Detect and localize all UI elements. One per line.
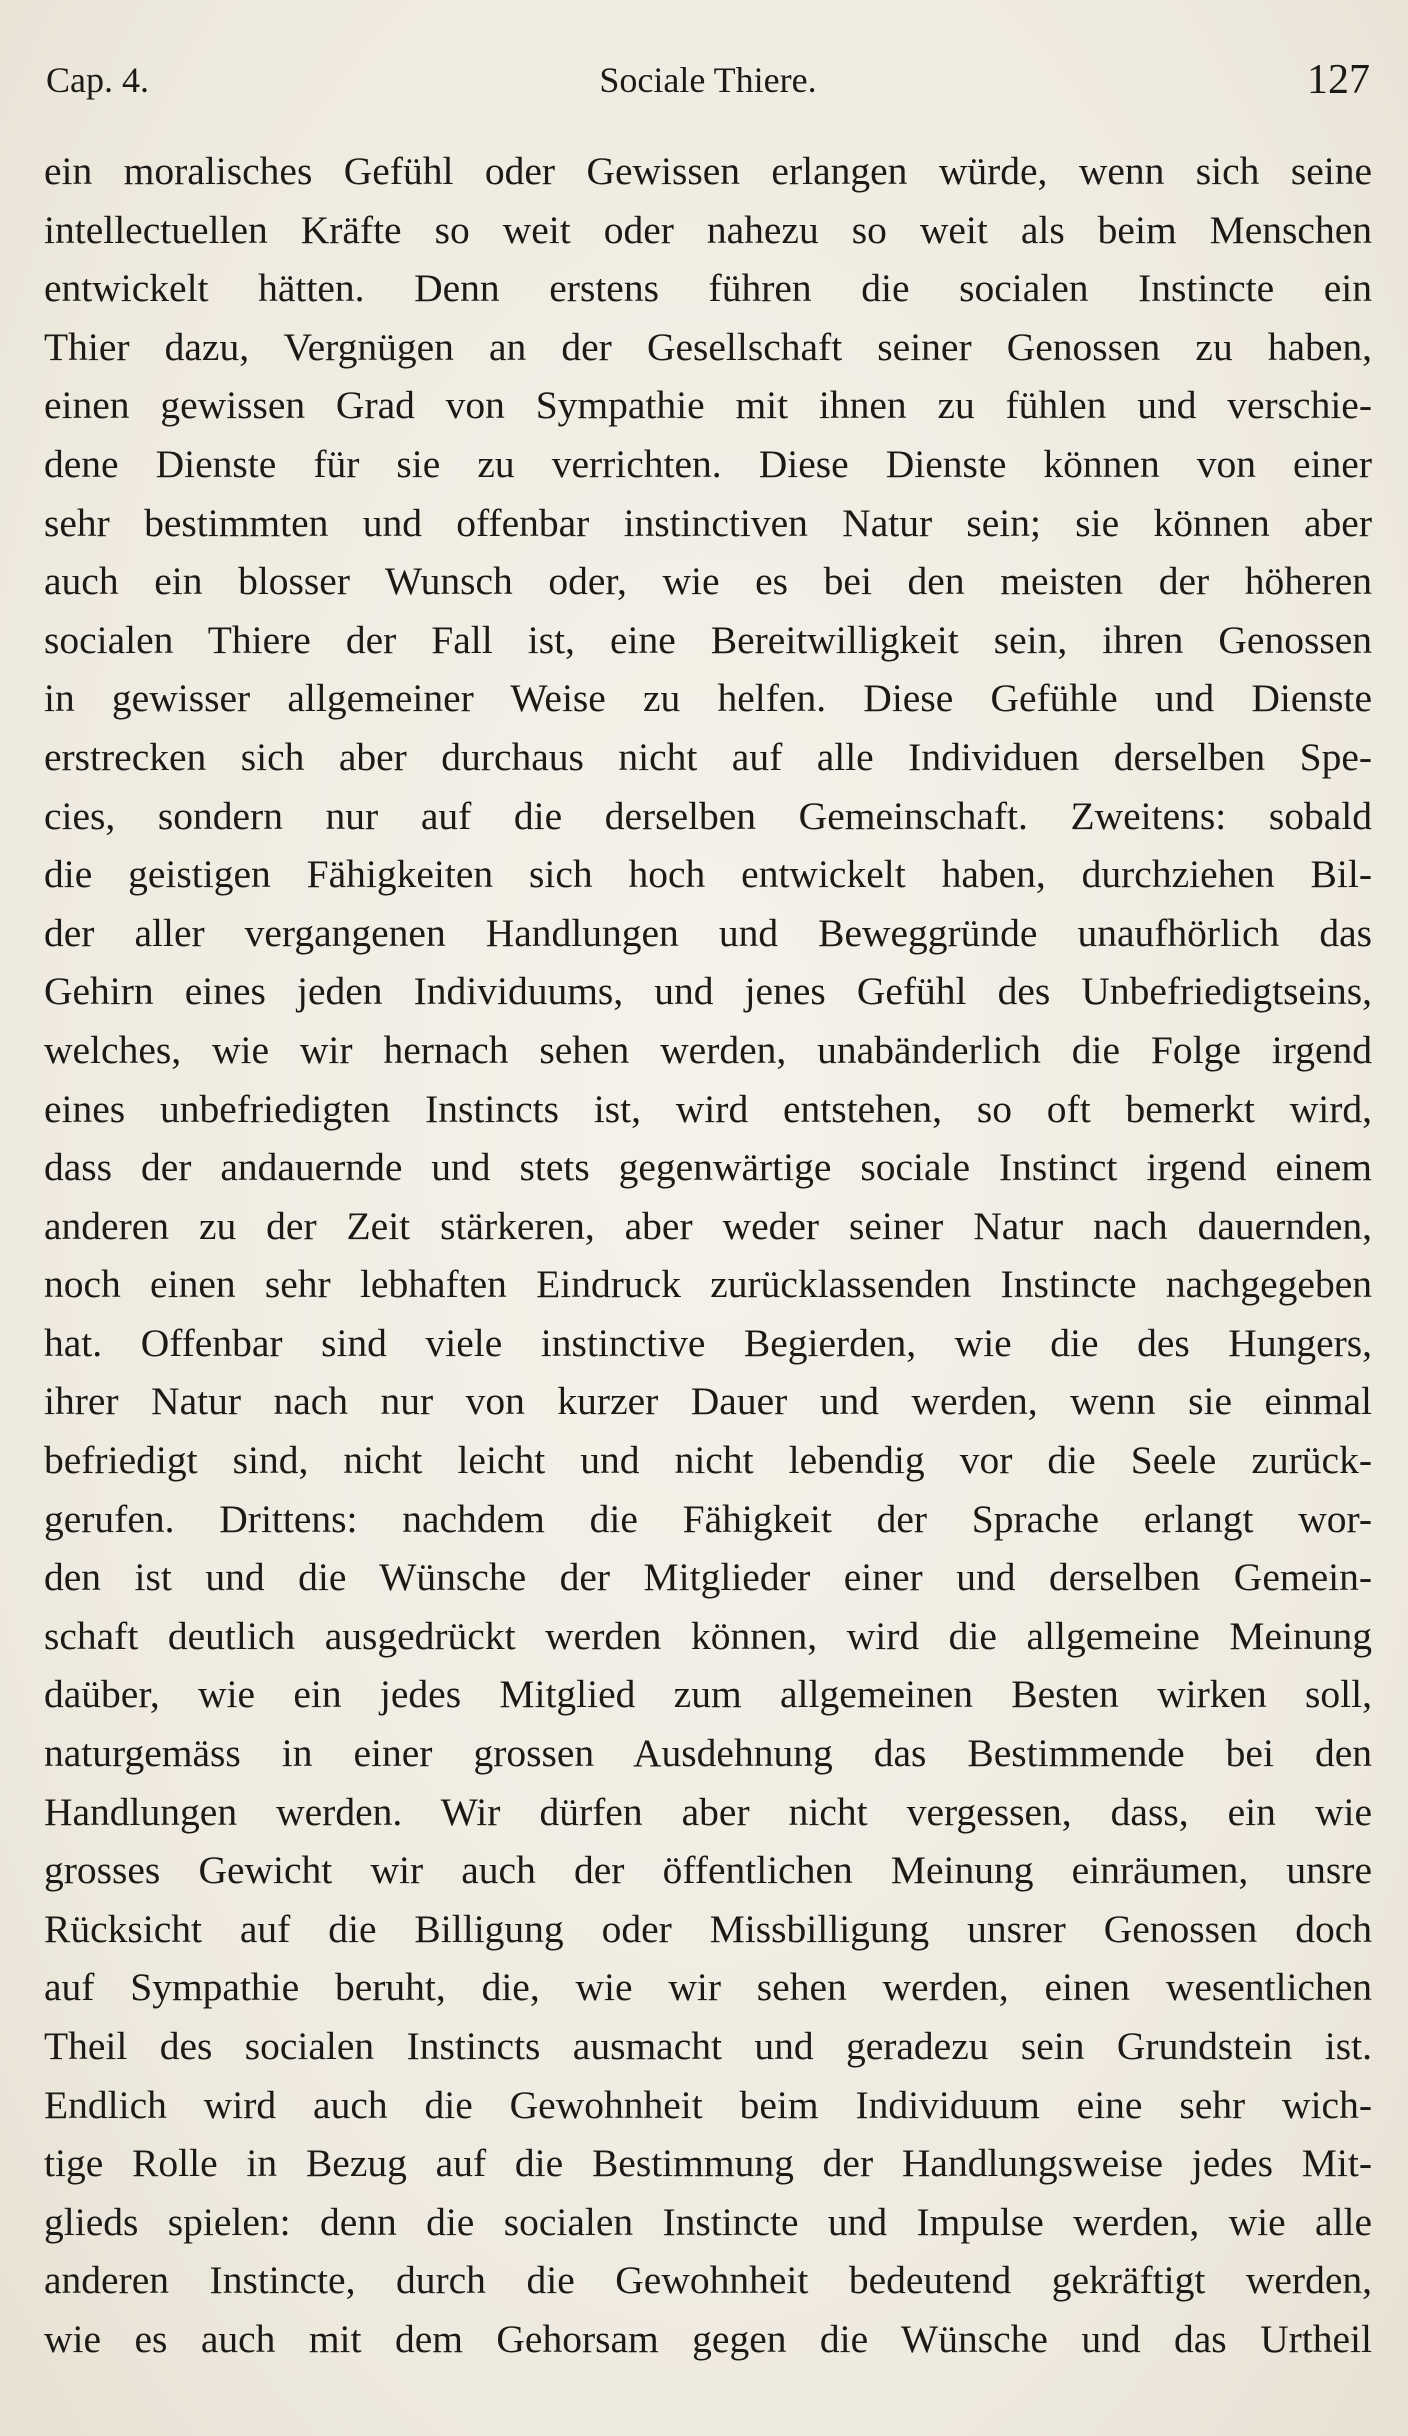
running-head	[46, 50, 1370, 110]
text-line: wie es auch mit dem Gehorsam gegen die Wünsche und das Urtheil	[44, 2316, 1372, 2361]
text-line: ein moralisches Gefühl oder Gewissen erlangen würde, wenn sich seine	[44, 149, 1372, 193]
text-line: befriedigt sind, nicht leicht und nicht lebendig vor die Seele zurück-	[44, 1438, 1372, 1483]
text-line: den ist und die Wünsche der Mitglieder einer und derselben Gemein-	[44, 1555, 1372, 1600]
text-line: in gewisser allgemeiner Weise zu helfen. Diese Gefühle und Dienste	[44, 676, 1372, 721]
text-line: Gehirn eines jeden Individuums, und jenes Gefühl des Unbefriedigtseins,	[44, 969, 1372, 1014]
text-line: Rücksicht auf die Billigung oder Missbilligung unsrer Genossen doch	[44, 1906, 1372, 1951]
text-line: die geistigen Fähigkeiten sich hoch entwickelt haben, durchziehen Bil-	[44, 852, 1372, 897]
text-line: auch ein blosser Wunsch oder, wie es bei den meisten der höheren	[44, 559, 1372, 604]
chapter-label: Cap. 4.	[46, 60, 149, 100]
text-line: einen gewissen Grad von Sympathie mit ihnen zu fühlen und verschie-	[44, 383, 1372, 428]
page-number: 127	[1307, 57, 1370, 103]
text-line: Thier dazu, Vergnügen an der Gesellschaft seiner Genossen zu haben,	[44, 324, 1372, 369]
text-line: glieds spielen: denn die socialen Instincte und Impulse werden, wie alle	[44, 2199, 1372, 2244]
text-line: entwickelt hätten. Denn erstens führen die socialen Instincte ein	[44, 266, 1372, 311]
text-line: ihrer Natur nach nur von kurzer Dauer und werden, wenn sie einmal	[44, 1379, 1372, 1424]
text-line: sehr bestimmten und offenbar instinctiven Natur sein; sie können aber	[44, 500, 1372, 545]
text-line: der aller vergangenen Handlungen und Beweggründe unaufhörlich das	[44, 910, 1372, 955]
text-line: eines unbefriedigten Instincts ist, wird entstehen, so oft bemerkt wird,	[44, 1086, 1372, 1131]
text-line: gerufen. Drittens: nachdem die Fähigkeit der Sprache erlangt wor-	[44, 1496, 1372, 1541]
text-line: socialen Thiere der Fall ist, eine Bereitwilligkeit sein, ihren Genossen	[44, 617, 1372, 662]
text-line: intellectuellen Kräfte so weit oder nahezu so weit als beim Menschen	[44, 207, 1372, 252]
body-text	[44, 142, 1372, 2369]
text-line: hat. Offenbar sind viele instinctive Begierden, wie die des Hungers,	[44, 1320, 1372, 1365]
text-line: tige Rolle in Bezug auf die Bestimmung der Handlungsweise jedes Mit-	[44, 2141, 1372, 2186]
text-line: dene Dienste für sie zu verrichten. Diese Dienste können von einer	[44, 441, 1372, 486]
text-line: erstrecken sich aber durchaus nicht auf alle Individuen derselben Spe-	[44, 734, 1372, 779]
text-line: auf Sympathie beruht, die, wie wir sehen werden, einen wesentlichen	[44, 1965, 1372, 2010]
text-line: Theil des socialen Instincts ausmacht und geradezu sein Grundstein ist.	[44, 2024, 1372, 2068]
section-title: Sociale Thiere.	[599, 60, 817, 100]
text-line: daüber, wie ein jedes Mitglied zum allgemeinen Besten wirken soll,	[44, 1672, 1372, 1717]
text-line: Endlich wird auch die Gewohnheit beim Individuum eine sehr wich-	[44, 2082, 1372, 2127]
text-line: grosses Gewicht wir auch der öffentlichen Meinung einräumen, unsre	[44, 1848, 1372, 1893]
text-line: welches, wie wir hernach sehen werden, unabänderlich die Folge irgend	[44, 1027, 1372, 1072]
text-line: dass der andauernde und stets gegenwärtige sociale Instinct irgend einem	[44, 1145, 1372, 1190]
text-line: Handlungen werden. Wir dürfen aber nicht vergessen, dass, ein wie	[44, 1789, 1372, 1834]
text-line: schaft deutlich ausgedrückt werden können, wird die allgemeine Meinung	[44, 1613, 1372, 1658]
text-line: noch einen sehr lebhaften Eindruck zurücklassenden Instincte nachgegeben	[44, 1262, 1372, 1307]
text-line: anderen zu der Zeit stärkeren, aber weder seiner Natur nach dauernden,	[44, 1203, 1372, 1248]
text-line: anderen Instincte, durch die Gewohnheit bedeutend gekräftigt werden,	[44, 2258, 1372, 2303]
text-line: naturgemäss in einer grossen Ausdehnung das Bestimmende bei den	[44, 1731, 1372, 1776]
text-line: cies, sondern nur auf die derselben Gemeinschaft. Zweitens: sobald	[44, 793, 1372, 838]
